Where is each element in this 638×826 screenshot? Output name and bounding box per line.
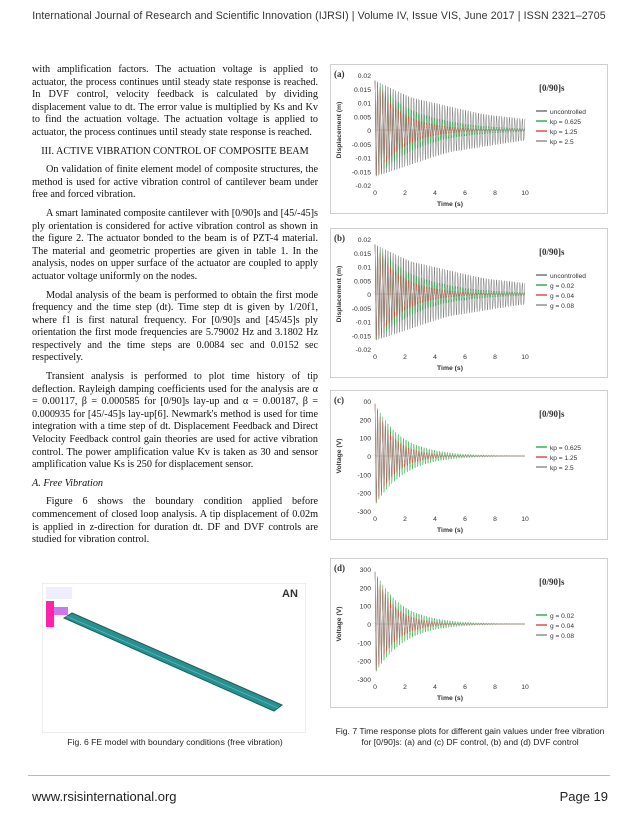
legend-label: g = 0.04 <box>550 293 575 300</box>
footer-page: Page 19 <box>559 789 608 804</box>
y-tick-label: -0.02 <box>355 347 371 354</box>
paragraph-5: Transient analysis is performed to plot time history of tip deflection. Rayleigh damping coefficients used for the analysis are α = 0.00117, β = 0.000585 for [0/90]s lay-up and α = 0.00187, β = 0.000935 for [45/-45]s lay-up[6]. Newmark's method is used for time integration with a time step of dt. Displacement Feedback and Direct Velocity Feedback control gain theories are used for active vibration control. The power amplification value Kv is taken as 30 and sensor amplification value Ks is 250 for displacement sensor. <box>32 371 318 471</box>
legend-label: g = 0.02 <box>550 283 575 290</box>
y-tick-label: 0 <box>367 622 371 629</box>
panel-label: (a) <box>334 69 345 79</box>
subsection-title: A. Free Vibration <box>32 477 104 489</box>
legend-label: kp = 1.25 <box>550 129 578 136</box>
plot-a <box>330 64 608 214</box>
y-tick-label: 0.01 <box>357 264 371 272</box>
plot-d <box>330 558 608 708</box>
legend-label: kp = 2.5 <box>550 465 574 472</box>
legend-label: uncontrolled <box>550 273 586 280</box>
y-tick-label: 0.02 <box>357 237 371 244</box>
paragraph-1: with amplification factors. The actuation voltage is applied to actuator, the process continues until steady state response is reached. In DVF control, velocity feedback is calculated by dividing displacement value to dt. The error value is multiplied by Ks and Kv to find the actuation voltage. The actuation voltage is applied to actuator, the process continues until steady state response is reached. <box>32 64 318 138</box>
panel-label: (b) <box>334 233 345 243</box>
plot-b <box>330 228 608 378</box>
y-tick-label: -0.015 <box>351 333 371 341</box>
y-tick-label: -100 <box>357 472 371 480</box>
y-tick-label: 0 <box>367 454 371 461</box>
x-tick-label: 6 <box>463 354 467 361</box>
y-axis-title: Voltage (V) <box>336 606 343 642</box>
x-tick-label: 6 <box>463 516 467 523</box>
y-tick-label: 0.02 <box>357 73 371 80</box>
x-tick-label: 10 <box>521 190 529 197</box>
fig6-caption: Fig. 6 FE model with boundary conditions (free vibration) <box>67 737 283 747</box>
y-tick-label: -0.005 <box>351 141 371 149</box>
plot-c <box>330 390 608 540</box>
ansys-logo: AN <box>282 588 298 600</box>
paragraph-3: A smart laminated composite cantilever with [0/90]s and [45/-45]s ply orientation is considered for active vibration control as shown in the figure 2. The actuator bonded to the beam is of PZT-4 material. The material and geometric properties are given in table 1. In the analysis, nodes on upper surface of the actuator are coupled to apply actuator voltage uniformly on the nodes. <box>32 207 318 282</box>
x-tick-label: 8 <box>493 684 497 691</box>
y-tick-label: 0.015 <box>353 250 371 258</box>
legend-label: kp = 0.625 <box>550 119 581 126</box>
y-tick-label: 100 <box>359 603 371 611</box>
x-axis-title: Time (s) <box>437 527 463 534</box>
x-tick-label: 8 <box>493 354 497 361</box>
x-tick-label: 10 <box>521 684 529 691</box>
y-tick-label: 0.005 <box>353 114 371 122</box>
x-tick-label: 2 <box>403 354 407 361</box>
y-tick-label: -100 <box>357 640 371 648</box>
journal-header: International Journal of Research and Scientific Innovation (IJRSI) | Volume IV, Issue VIS, June 2017 | ISSN 2321–2705 <box>32 10 606 22</box>
x-axis-title: Time (s) <box>437 365 463 372</box>
legend-label: kp = 0.625 <box>550 445 581 452</box>
y-axis-title: Displacement (m) <box>336 265 343 323</box>
x-tick-label: 2 <box>403 516 407 523</box>
x-tick-label: 8 <box>493 516 497 523</box>
paragraph-2: On validation of finite element model of composite structures, the method is used for active vibration control of cantilever beam under free and forced vibration. <box>32 164 318 201</box>
y-tick-label: -0.01 <box>355 155 371 163</box>
x-axis-title: Time (s) <box>437 201 463 208</box>
x-tick-label: 2 <box>403 684 407 691</box>
left-column <box>32 64 318 553</box>
fig7-caption: Fig. 7 Time response plots for different gain values under free vibration for [0/90]s: (a) and (c) DF control, (b) and (d) DVF control <box>335 726 605 747</box>
y-tick-label: -0.005 <box>351 305 371 313</box>
y-tick-label: 300 <box>359 567 371 574</box>
x-tick-label: 0 <box>373 190 377 197</box>
y-tick-label: 0.005 <box>353 278 371 286</box>
fe-model-figure <box>42 583 306 733</box>
y-tick-label: 200 <box>359 417 371 425</box>
y-axis-title: Displacement (m) <box>336 101 343 159</box>
y-tick-label: -200 <box>357 490 371 498</box>
x-tick-label: 4 <box>433 354 437 361</box>
x-axis-title: Time (s) <box>437 695 463 702</box>
legend-label: kp = 1.25 <box>550 455 578 462</box>
footer-url: www.rsisinternational.org <box>32 789 177 804</box>
x-tick-label: 6 <box>463 190 467 197</box>
x-tick-label: 0 <box>373 684 377 691</box>
legend-label: g = 0.08 <box>550 303 575 310</box>
paragraph-4: Modal analysis of the beam is performed to obtain the first mode frequency and the time step (dt). Time step dt is given by 1/20f1, where f1 is first natural frequency. For [0/90]s and [45/45]s ply orientation the first mode frequencies are 5.79002 Hz and 3.1802 Hz respectively and the time steps are 0.0084 sec and 0.0152 sec respectively. <box>32 289 318 364</box>
x-tick-label: 10 <box>521 516 529 523</box>
y-tick-label: -300 <box>357 677 371 684</box>
legend-label: g = 0.04 <box>550 623 575 630</box>
y-tick-label: -0.02 <box>355 183 371 190</box>
layup-label: [0/90]s <box>539 83 565 93</box>
x-tick-label: 4 <box>433 684 437 691</box>
y-tick-label: 0 <box>367 128 371 135</box>
y-tick-label: -0.015 <box>351 169 371 177</box>
x-tick-label: 10 <box>521 354 529 361</box>
panel-label: (c) <box>334 395 344 405</box>
paragraph-6: Figure 6 shows the boundary condition applied before commencement of closed loop analysis. A tip displacement of 0.02m is applied in z-direction for duration dt. DF and DVF controls are studied for vibration control. <box>32 496 318 546</box>
y-tick-label: 0.015 <box>353 86 371 94</box>
y-axis-title: Voltage (V) <box>336 438 343 474</box>
y-tick-label: -300 <box>357 509 371 516</box>
footer-divider <box>28 775 610 776</box>
y-tick-label: 0.01 <box>357 100 371 108</box>
legend-label: g = 0.08 <box>550 633 575 640</box>
y-tick-label: 00 <box>363 399 371 406</box>
y-tick-label: 200 <box>359 585 371 593</box>
layup-label: [0/90]s <box>539 409 565 419</box>
layup-label: [0/90]s <box>539 247 565 257</box>
x-tick-label: 2 <box>403 190 407 197</box>
panel-label: (d) <box>334 563 345 573</box>
x-tick-label: 0 <box>373 354 377 361</box>
section-title: III. ACTIVE VIBRATION CONTROL OF COMPOSITE BEAM <box>41 145 309 157</box>
x-tick-label: 6 <box>463 684 467 691</box>
x-tick-label: 0 <box>373 516 377 523</box>
y-tick-label: -200 <box>357 658 371 666</box>
y-tick-label: -0.01 <box>355 319 371 327</box>
y-tick-label: 100 <box>359 435 371 443</box>
x-tick-label: 4 <box>433 516 437 523</box>
legend-label: uncontrolled <box>550 109 586 116</box>
x-tick-label: 8 <box>493 190 497 197</box>
x-tick-label: 4 <box>433 190 437 197</box>
legend-label: kp = 2.5 <box>550 139 574 146</box>
y-tick-label: 0 <box>367 292 371 299</box>
legend-label: g = 0.02 <box>550 613 575 620</box>
layup-label: [0/90]s <box>539 577 565 587</box>
